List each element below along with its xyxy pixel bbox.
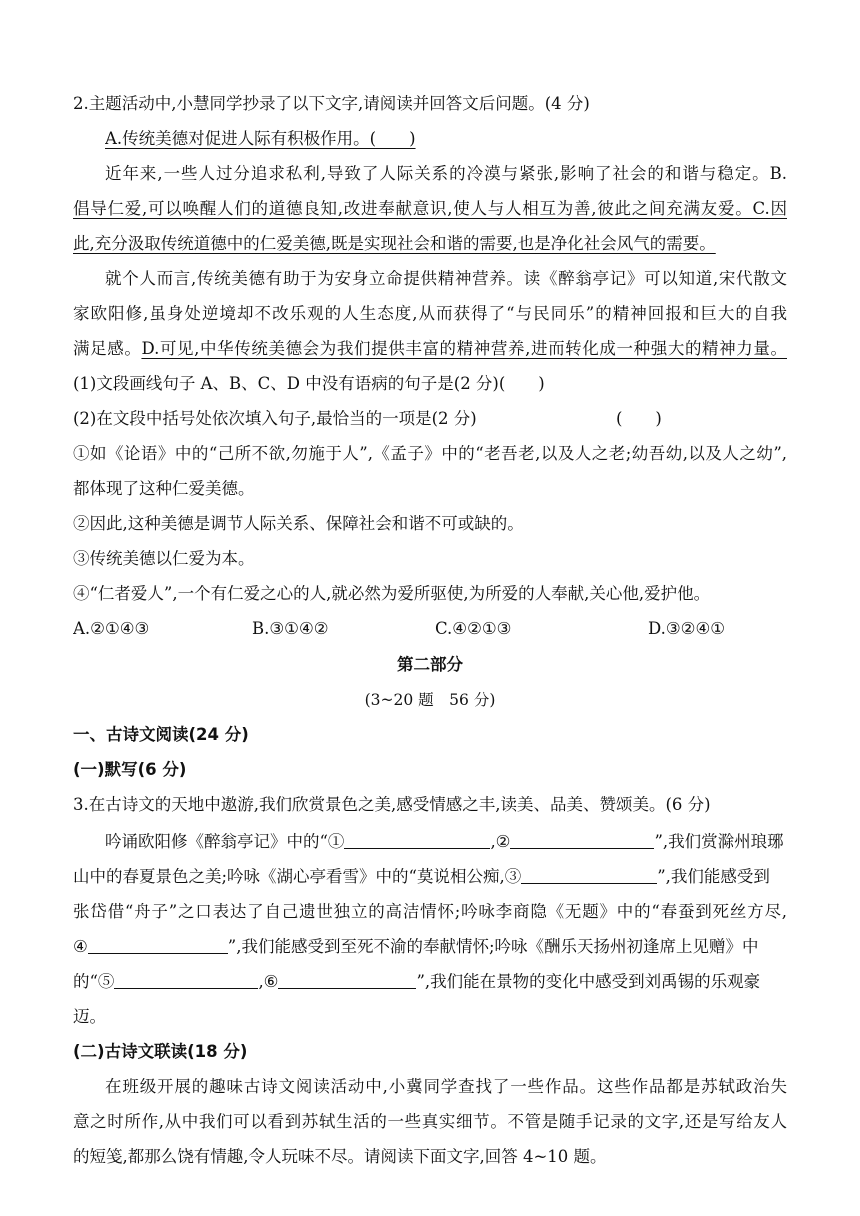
q3-line-5-part-a: 的“⑤ [73, 972, 115, 991]
part-two-range: (3~20 题 56 分) [364, 691, 496, 709]
sub-question-1: (1)文段画线句子 A、B、C、D 中没有语病的句子是(2 分)( ) [73, 374, 545, 393]
q3-line-2 [73, 865, 787, 889]
statement-3: ③传统美德以仁爱为本。 [73, 549, 255, 568]
p2-line-3-plain: 满足感。 [73, 339, 142, 358]
option-d[interactable]: D.③②④① [648, 619, 726, 638]
intro-line-1: 在班级开展的趣味古诗文阅读活动中,小冀同学查找了一些作品。这些作品都是苏轼政治失 [105, 1077, 787, 1096]
p1-line-3-text: 此,充分汲取传统道德中的仁爱美德,既是实现社会和谐的需要,也是净化社会风气的需要。 [73, 234, 716, 253]
p1-line-3 [73, 232, 716, 256]
q3-line-3: 张岱借“舟子”之口表达了自己遗世独立的高洁情怀;吟咏李商隐《无题》中的“春蚕到死丝方尽, [73, 902, 787, 921]
q3-line-4 [73, 935, 787, 959]
sentence-a-text: A.传统美德对促进人际有积极作用。( ) [105, 129, 416, 148]
subsection-2-title: (二)古诗文联读(18 分) [73, 1042, 248, 1061]
intro-line-2: 意之时所作,从中我们可以看到苏轼生活的一些真实细节。不管是随手记录的文字,还是写给友人 [73, 1112, 787, 1131]
p2-line-2: 家欧阳修,虽身处逆境却不改乐观的人生态度,从而获得了“与民同乐”的精神回报和巨大的自我 [73, 304, 787, 323]
q2-stem: 2.主题活动中,小慧同学抄录了以下文字,请阅读并回答文后问题。(4 分) [73, 94, 590, 113]
subsection-1-title: (一)默写(6 分) [73, 760, 187, 779]
q3-line-4-part-b: ”,我们能感受到至死不渝的奉献情怀;吟咏《酬乐天扬州初逢席上见赠》中 [227, 937, 759, 956]
option-row [73, 617, 787, 641]
q3-line-5-part-b: ,⑥ [258, 972, 279, 991]
option-c[interactable]: C.④②①③ [435, 619, 512, 638]
q3-stem: 3.在古诗文的天地中遨游,我们欣赏景色之美,感受情感之丰,读美、品美、赞颂美。(6 分) [73, 795, 711, 814]
sentence-a [105, 127, 416, 151]
sentence-d: D.可见,中华传统美德会为我们提供丰富的精神营养,进而转化成一种强大的精神力量。 [141, 339, 787, 358]
q3-line-2-part-a: 山中的春夏景色之美;吟咏《湖心亭看雪》中的“莫说相公痴,③ [73, 867, 522, 886]
blank-4[interactable] [88, 936, 228, 954]
blank-3[interactable] [521, 866, 657, 884]
blank-2[interactable] [510, 831, 654, 849]
statement-4: ④“仁者爱人”,一个有仁爱之心的人,就必然为爱所驱使,为所爱的人奉献,关心他,爱护他。 [73, 584, 711, 603]
blank-5[interactable] [114, 971, 258, 989]
part-two-title: 第二部分 [397, 655, 463, 674]
q3-line-5-part-c: ”,我们能在景物的变化中感受到刘禹锡的乐观豪 [416, 972, 761, 991]
q3-line-4-part-a: ④ [73, 937, 88, 956]
p1-line-1: 近年来,一些人过分追求私利,导致了人际关系的冷漠与紧张,影响了社会的和谐与稳定。B. [105, 164, 787, 183]
q3-line-6: 迈。 [73, 1007, 106, 1026]
sub-question-2 [73, 407, 787, 431]
q3-line-1-part-a: 吟诵欧阳修《醉翁亭记》中的“① [105, 832, 345, 851]
q3-line-5 [73, 970, 787, 994]
p2-line-3 [73, 337, 787, 361]
statement-1-line-2: 都体现了这种仁爱美德。 [73, 479, 255, 498]
q3-line-1-part-b: ,② [490, 832, 511, 851]
q3-line-1-part-c: ”,我们赏滁州琅琊 [654, 832, 784, 851]
blank-6[interactable] [278, 971, 416, 989]
p2-line-1: 就个人而言,传统美德有助于为安身立命提供精神营养。读《醉翁亭记》可以知道,宋代散文 [105, 269, 787, 288]
sub-question-2-text: (2)在文段中括号处依次填入句子,最恰当的一项是(2 分) [73, 409, 477, 428]
statement-2: ②因此,这种美德是调节人际关系、保障社会和谐不可或缺的。 [73, 514, 524, 533]
option-b[interactable]: B.③①④② [252, 619, 329, 638]
statement-1-line-1: ①如《论语》中的“己所不欲,勿施于人”,《孟子》中的“老吾老,以及人之老;幼吾幼,以及人之幼”, [73, 444, 787, 463]
intro-line-3: 的短笺,都那么饶有情趣,令人玩味不尽。请阅读下面文字,回答 4~10 题。 [73, 1147, 607, 1166]
answer-bracket: ( ) [616, 409, 662, 428]
p1-line-2: 倡导仁爱,可以唤醒人们的道德良知,改进奉献意识,使人与人相互为善,彼此之间充满友爱。C.因 [73, 199, 787, 218]
option-a[interactable]: A.②①④③ [73, 619, 150, 638]
q3-line-2-part-b: ”,我们能感受到 [657, 867, 770, 886]
section-1-title: 一、古诗文阅读(24 分) [73, 725, 249, 744]
q3-line-1 [105, 830, 787, 854]
blank-1[interactable] [344, 831, 490, 849]
